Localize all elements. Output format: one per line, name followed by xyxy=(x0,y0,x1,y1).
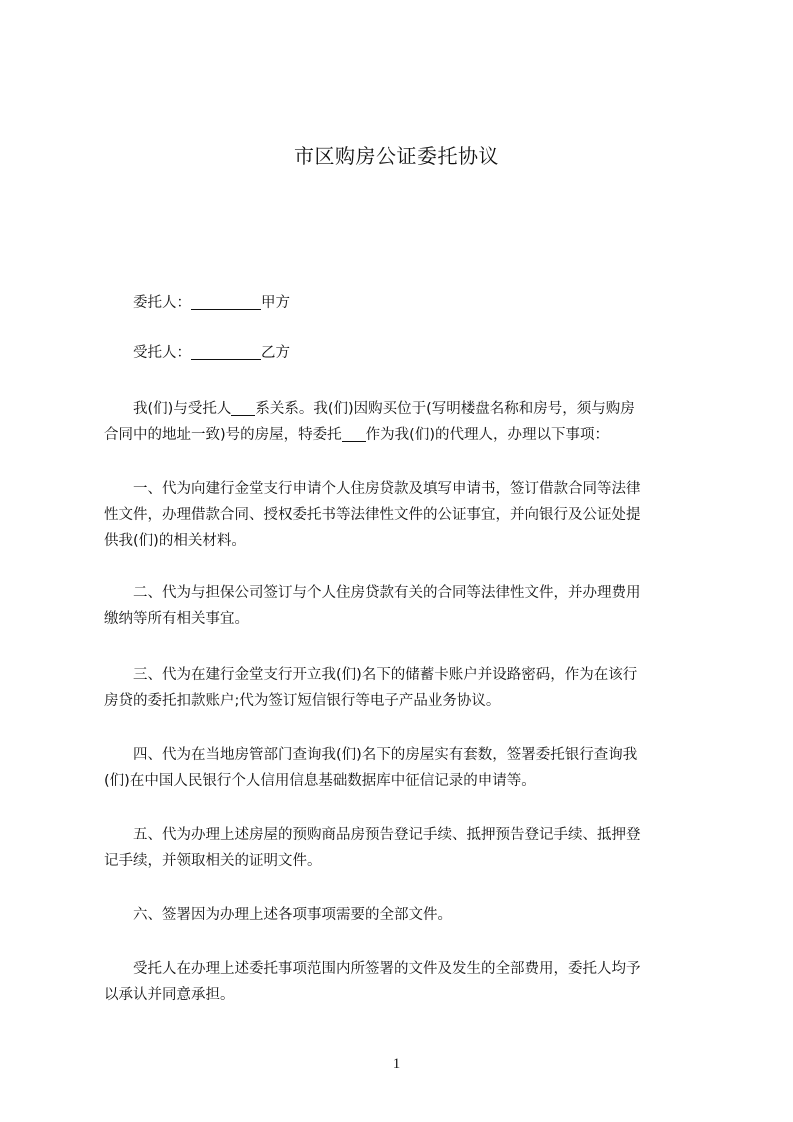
principal-suffix: 甲方 xyxy=(261,295,290,311)
closing-line-1: 受托人在办理上述委托事项范围内所签署的文件及发生的全部费用，委托人均予 xyxy=(133,961,641,977)
page-number: 1 xyxy=(392,1056,401,1072)
item-1-line-1: 一、代为向建行金堂支行申请个人住房贷款及填写申请书，签订借款合同等法律 xyxy=(133,481,641,497)
item-6-line-1: 六、签署因为办理上述各项事项需要的全部文件。 xyxy=(133,907,452,923)
intro-part-4: 作为我(们)的代理人，办理以下事项： xyxy=(365,427,609,443)
intro-part-1: 我(们)与受托人 xyxy=(133,401,232,417)
agent-label: 受托人： xyxy=(133,345,191,361)
item-5-line-1: 五、代为办理上述房屋的预购商品房预告登记手续、抵押预告登记手续、抵押登 xyxy=(133,827,641,843)
principal-line xyxy=(104,290,704,316)
item-5-line-2: 记手续，并领取相关的证明文件。 xyxy=(104,853,322,869)
item-5 xyxy=(104,822,704,874)
item-2-line-2: 缴纳等所有相关事宜。 xyxy=(104,611,249,627)
document-title: 市区购房公证委托协议 xyxy=(294,144,499,168)
item-3 xyxy=(104,662,704,714)
intro-paragraph xyxy=(104,396,704,448)
item-1-line-3: 供我(们)的相关材料。 xyxy=(104,533,246,549)
item-2-line-1: 二、代为与担保公司签订与个人住房贷款有关的合同等法律性文件，并办理费用 xyxy=(133,585,641,601)
item-4-line-1: 四、代为在当地房管部门查询我(们)名下的房屋实有套数，签署委托银行查询我 xyxy=(133,747,638,763)
relationship-blank xyxy=(231,399,255,416)
item-1-line-2: 性文件，办理借款合同、授权委托书等法律性文件的公证事宜，并向银行及公证处提 xyxy=(104,507,641,523)
principal-name-blank xyxy=(191,293,261,310)
intro-part-2: 系关系。我(们)因购买位于(写明楼盘名称和房号，须与购房 xyxy=(255,401,635,417)
item-2 xyxy=(104,580,704,632)
item-6 xyxy=(104,902,704,928)
agent-blank xyxy=(342,425,366,442)
closing-line-2: 以承认并同意承担。 xyxy=(104,987,235,1003)
item-4 xyxy=(104,742,704,794)
agent-name-blank xyxy=(191,343,261,360)
item-1 xyxy=(104,476,704,554)
item-4-line-2: (们)在中国人民银行个人信用信息基础数据库中征信记录的申请等。 xyxy=(104,773,536,789)
agent-suffix: 乙方 xyxy=(261,345,290,361)
closing-paragraph xyxy=(104,956,704,1008)
item-3-line-1: 三、代为在建行金堂支行开立我(们)名下的储蓄卡账户并设路密码，作为在该行 xyxy=(133,667,638,683)
principal-label: 委托人： xyxy=(133,295,191,311)
agent-line xyxy=(104,340,704,366)
intro-part-3: 合同中的地址一致)号的房屋，特委托 xyxy=(104,427,342,443)
item-3-line-2: 房贷的委托扣款账户;代为签订短信银行等电子产品业务协议。 xyxy=(104,693,501,709)
